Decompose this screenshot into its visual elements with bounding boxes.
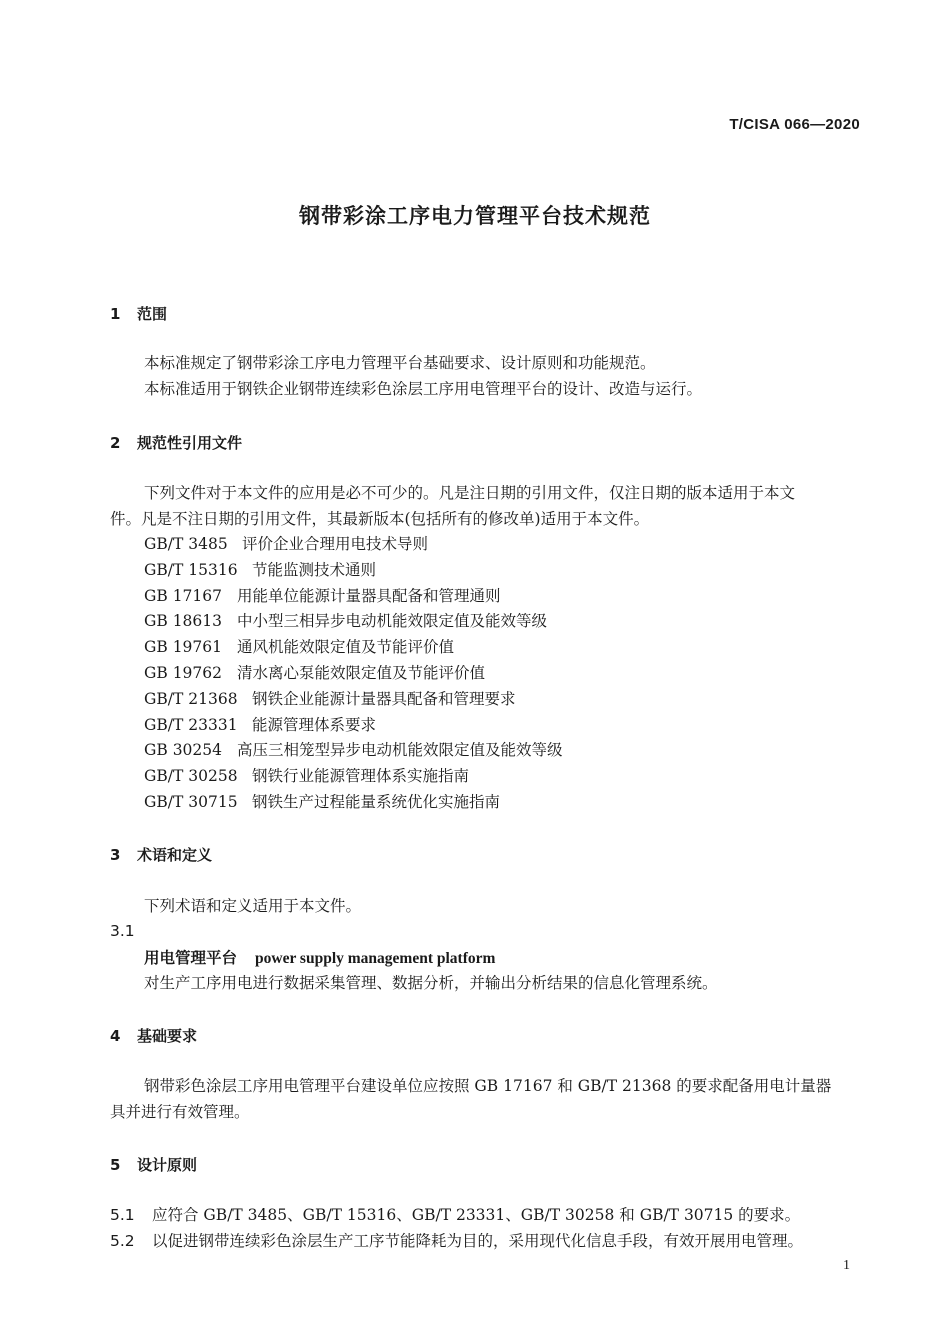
paragraph-line: 件。凡是不注日期的引用文件，其最新版本(包括所有的修改单)适用于本文件。 [110,510,650,528]
section-number: 2 [110,434,121,452]
subclause-number: 5.1 [110,1206,135,1224]
reference-title: 钢铁生产过程能量系统优化实施指南 [252,792,501,811]
reference-code: GB/T 23331 [144,715,238,734]
subclause-5-2 [110,1229,870,1251]
reference-item [144,558,563,584]
reference-code: GB 30254 [144,741,223,760]
reference-code: GB/T 21368 [144,689,238,708]
section-title: 设计原则 [137,1156,198,1174]
term-chinese: 用电管理平台 [144,949,238,967]
section-title: 范围 [137,305,168,323]
paragraph: 本标准规定了钢带彩涂工序电力管理平台基础要求、设计原则和功能规范。 [144,354,656,372]
reference-title: 评价企业合理用电技术导则 [242,535,429,553]
section-2-heading [110,432,242,453]
reference-title: 用能单位能源计量器具配备和管理通则 [237,586,501,605]
section-title: 规范性引用文件 [137,434,243,452]
reference-item [144,687,563,713]
reference-code: GB 19761 [144,638,223,657]
section-3-intro [110,893,860,919]
section-title: 术语和定义 [137,846,213,864]
paragraph: 下列术语和定义适用于本文件。 [144,897,362,915]
reference-item [144,609,563,635]
reference-item [144,790,563,816]
section-1-heading [110,303,167,324]
section-number: 3 [110,846,121,864]
subclause-number: 5.2 [110,1232,135,1250]
section-number: 5 [110,1156,121,1174]
reference-code: GB/T 3485 [144,535,228,553]
reference-code: GB 18613 [144,612,223,631]
reference-code: GB 19762 [144,663,223,682]
page-number: 1 [843,1258,850,1273]
section-3-heading [110,844,212,865]
subclause-text: 以促进钢带连续彩色涂层生产工序节能降耗为目的，采用现代化信息手段，有效开展用电管理。 [152,1232,804,1250]
reference-code: GB/T 30258 [144,767,238,786]
section-2-intro [110,480,860,532]
section-5-heading [110,1154,197,1175]
reference-title: 高压三相笼型异步电动机能效限定值及能效等级 [237,741,563,760]
paragraph-line: 钢带彩色涂层工序用电管理平台建设单位应按照 GB 17167 和 GB/T 21368 的要求配备用电计量器 [144,1077,832,1095]
reference-item [144,635,563,661]
reference-title: 清水离心泵能效限定值及节能评价值 [237,663,486,682]
section-4-body [110,1073,860,1125]
reference-item [144,661,563,687]
reference-title: 能源管理体系要求 [252,715,377,734]
reference-item [144,532,563,558]
reference-item [144,764,563,790]
reference-code: GB/T 15316 [144,560,238,579]
reference-item [144,713,563,739]
section-number: 4 [110,1027,121,1045]
paragraph: 本标准适用于钢铁企业钢带连续彩色涂层工序用电管理平台的设计、改造与运行。 [144,380,703,398]
term-entry [144,946,495,968]
reference-title: 钢铁企业能源计量器具配备和管理要求 [252,689,516,708]
subclause-text: 应符合 GB/T 3485、GB/T 15316、GB/T 23331、GB/T 30258 和 GB/T 30715 的要求。 [152,1206,801,1224]
subclause-5-1 [110,1203,870,1225]
reference-item [144,738,563,764]
reference-item [144,584,563,610]
reference-title: 通风机能效限定值及节能评价值 [237,638,455,657]
reference-code: GB/T 30715 [144,792,238,811]
clause-number: 3.1 [110,922,135,940]
paragraph-line: 具并进行有效管理。 [110,1103,250,1121]
section-1-body [110,350,860,402]
reference-title: 中小型三相异步电动机能效限定值及能效等级 [237,612,548,631]
paragraph-line: 下列文件对于本文件的应用是必不可少的。凡是注日期的引用文件，仅注日期的版本适用于本文 [144,484,796,502]
document-title: 钢带彩涂工序电力管理平台技术规范 [299,204,651,228]
reference-code: GB 17167 [144,586,223,605]
normative-references-list [144,532,563,816]
standard-code: T/CISA 066—2020 [729,116,860,133]
section-4-heading [110,1025,197,1046]
section-title: 基础要求 [137,1027,198,1045]
section-number: 1 [110,305,121,323]
reference-title: 钢铁行业能源管理体系实施指南 [252,767,470,786]
reference-title: 节能监测技术通则 [252,560,377,579]
term-english: power supply management platform [255,950,496,967]
term-definition: 对生产工序用电进行数据采集管理、数据分析，并输出分析结果的信息化管理系统。 [144,974,718,992]
